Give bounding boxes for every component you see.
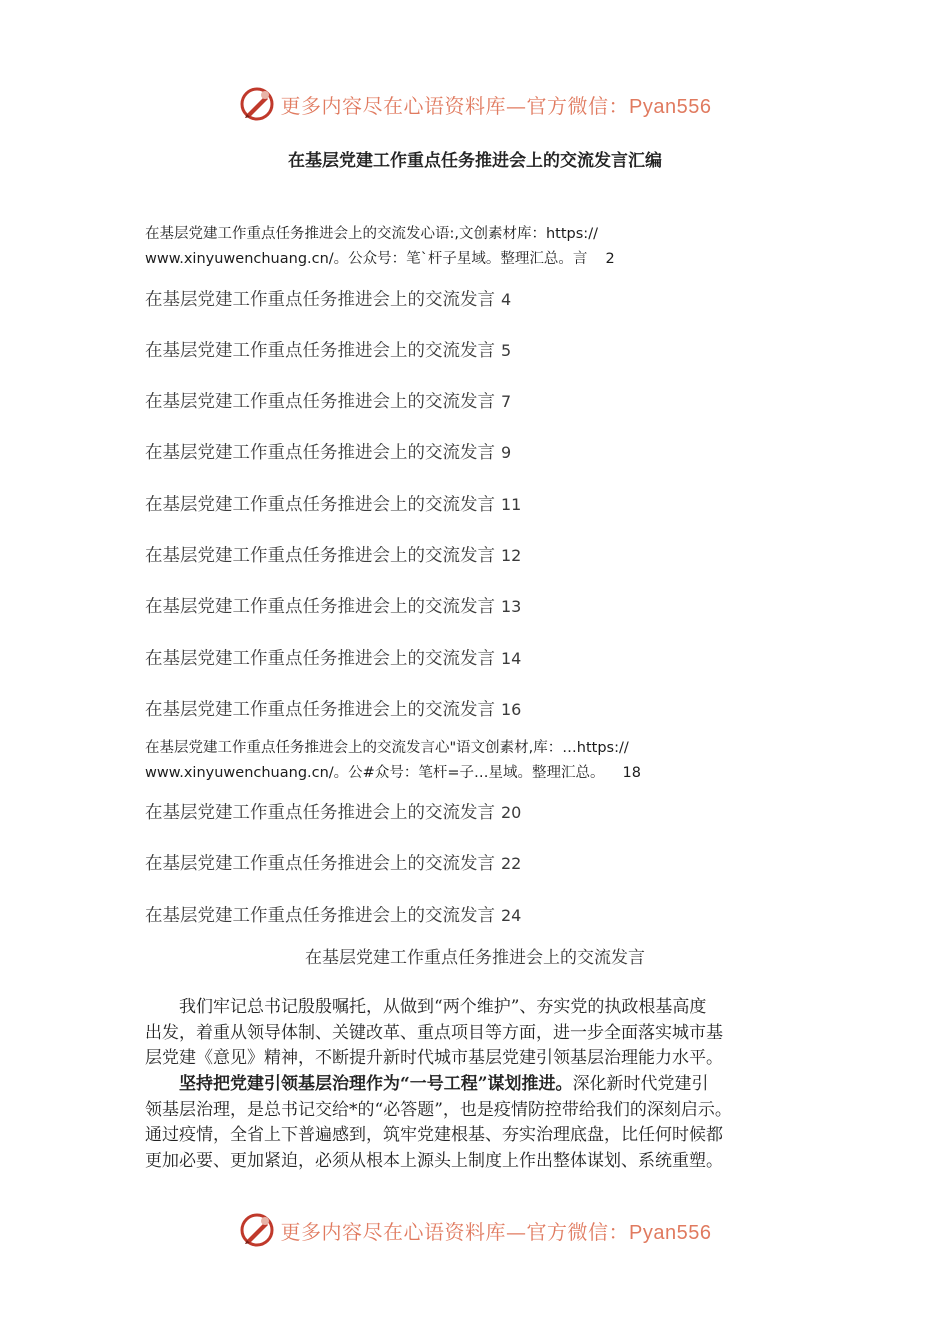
toc-page-number: 13 — [501, 597, 522, 616]
toc-page-number: 12 — [501, 546, 522, 565]
toc-page-number: 4 — [501, 290, 512, 309]
banner-label: 更多内容尽在心语资料库—官方微信： — [280, 1219, 630, 1244]
toc-page-number: 18 — [622, 765, 641, 781]
toc-entry-line: 在基层党建工作重点任务推进会上的交流发心语:,文创素材库：https:// — [145, 226, 598, 242]
toc-page-number: 22 — [501, 854, 522, 873]
body-line: 通过疫情，全省上下普遍感到，筑牢党建根基、夯实治理底盘，比任何时候都 — [145, 1125, 723, 1145]
body-line: 更加必要、更加紧迫，必须从根本上源头上制度上作出整体谋划、系统重塑。 — [145, 1150, 723, 1171]
toc-page-number: 20 — [501, 803, 522, 822]
toc-item-text: 在基层党建工作重点任务推进会上的交流发言 — [145, 341, 495, 361]
toc-item-text: 在基层党建工作重点任务推进会上的交流发言 — [145, 803, 495, 823]
document-title: 在基层党建工作重点任务推进会上的交流发言汇编 — [288, 151, 662, 171]
toc-item-text: 在基层党建工作重点任务推进会上的交流发言 — [145, 392, 495, 412]
banner-wechat-id: Pyan556 — [629, 95, 712, 118]
toc-entry-line: www.xinyuwenchuang.cn/。公#众号：笔杆=子…星域。整理汇总。 — [145, 765, 605, 781]
toc-item[interactable] — [145, 647, 845, 671]
toc-item-text: 在基层党建工作重点任务推进会上的交流发言 — [145, 906, 495, 926]
body-paragraph-2 — [145, 1072, 835, 1174]
banner-wechat-id: Pyan556 — [629, 1221, 712, 1244]
toc-page-number: 9 — [501, 443, 512, 462]
toc-item[interactable] — [145, 390, 845, 414]
toc-item[interactable] — [145, 698, 845, 722]
toc-item[interactable] — [145, 339, 845, 363]
body-line: 层党建《意见》精神，不断提升新时代城市基层党建引领基层治理能力水平。 — [145, 1048, 723, 1068]
toc-page-number: 24 — [501, 906, 522, 925]
toc-page-number: 7 — [501, 392, 512, 411]
toc-item[interactable] — [145, 801, 845, 825]
toc-entry-1[interactable] — [145, 222, 845, 272]
banner-label: 更多内容尽在心语资料库—官方微信： — [280, 93, 630, 118]
footer-banner — [0, 1208, 950, 1252]
pen-logo-icon — [239, 86, 275, 122]
banner-text — [281, 1216, 712, 1245]
toc-item[interactable] — [145, 852, 845, 876]
toc-entry-line: www.xinyuwenchuang.cn/。公众号：笔`杆子星域。整理汇总。言 — [145, 251, 588, 267]
toc-item[interactable] — [145, 544, 845, 568]
toc-item-text: 在基层党建工作重点任务推进会上的交流发言 — [145, 290, 495, 310]
toc-item-text: 在基层党建工作重点任务推进会上的交流发言 — [145, 443, 495, 463]
toc-page-number: 5 — [501, 341, 512, 360]
body-line: 我们牢记总书记殷殷嘱托，从做到“两个维护”、夯实党的执政根基高度 — [145, 997, 707, 1017]
body-paragraph-1 — [145, 995, 835, 1072]
toc-item-text: 在基层党建工作重点任务推进会上的交流发言 — [145, 597, 495, 617]
body-line: 深化新时代党建引 — [572, 1074, 709, 1094]
toc-item-text: 在基层党建工作重点任务推进会上的交流发言 — [145, 495, 495, 515]
toc-item[interactable] — [145, 493, 845, 517]
body-line: 领基层治理，是总书记交给*的“必答题”，也是疫情防控带给我们的深刻启示。 — [145, 1099, 732, 1120]
toc-item[interactable] — [145, 288, 845, 312]
body-bold-heading: 坚持把党建引领基层治理作为“一号工程”谋划推进。 — [145, 1074, 573, 1094]
toc-page-number: 14 — [501, 649, 522, 668]
header-banner — [0, 82, 950, 126]
toc-entry-line: 在基层党建工作重点任务推进会上的交流发言心"语文创素材,库：…https:// — [145, 740, 629, 756]
toc-page-number: 16 — [501, 700, 522, 719]
toc-item[interactable] — [145, 595, 845, 619]
toc-entry-2[interactable] — [145, 736, 845, 786]
toc-item-text: 在基层党建工作重点任务推进会上的交流发言 — [145, 546, 495, 566]
section-title: 在基层党建工作重点任务推进会上的交流发言 — [305, 948, 645, 968]
toc-item-text: 在基层党建工作重点任务推进会上的交流发言 — [145, 649, 495, 669]
toc-item-text: 在基层党建工作重点任务推进会上的交流发言 — [145, 700, 495, 720]
toc-item[interactable] — [145, 441, 845, 465]
toc-page-number: 11 — [501, 495, 522, 514]
body-line: 出发，着重从领导体制、关键改革、重点项目等方面，进一步全面落实城市基 — [145, 1022, 723, 1043]
toc-item[interactable] — [145, 904, 845, 928]
toc-item-text: 在基层党建工作重点任务推进会上的交流发言 — [145, 854, 495, 874]
pen-logo-icon — [239, 1212, 275, 1248]
toc-page-number: 2 — [605, 251, 615, 267]
banner-text — [281, 90, 712, 119]
